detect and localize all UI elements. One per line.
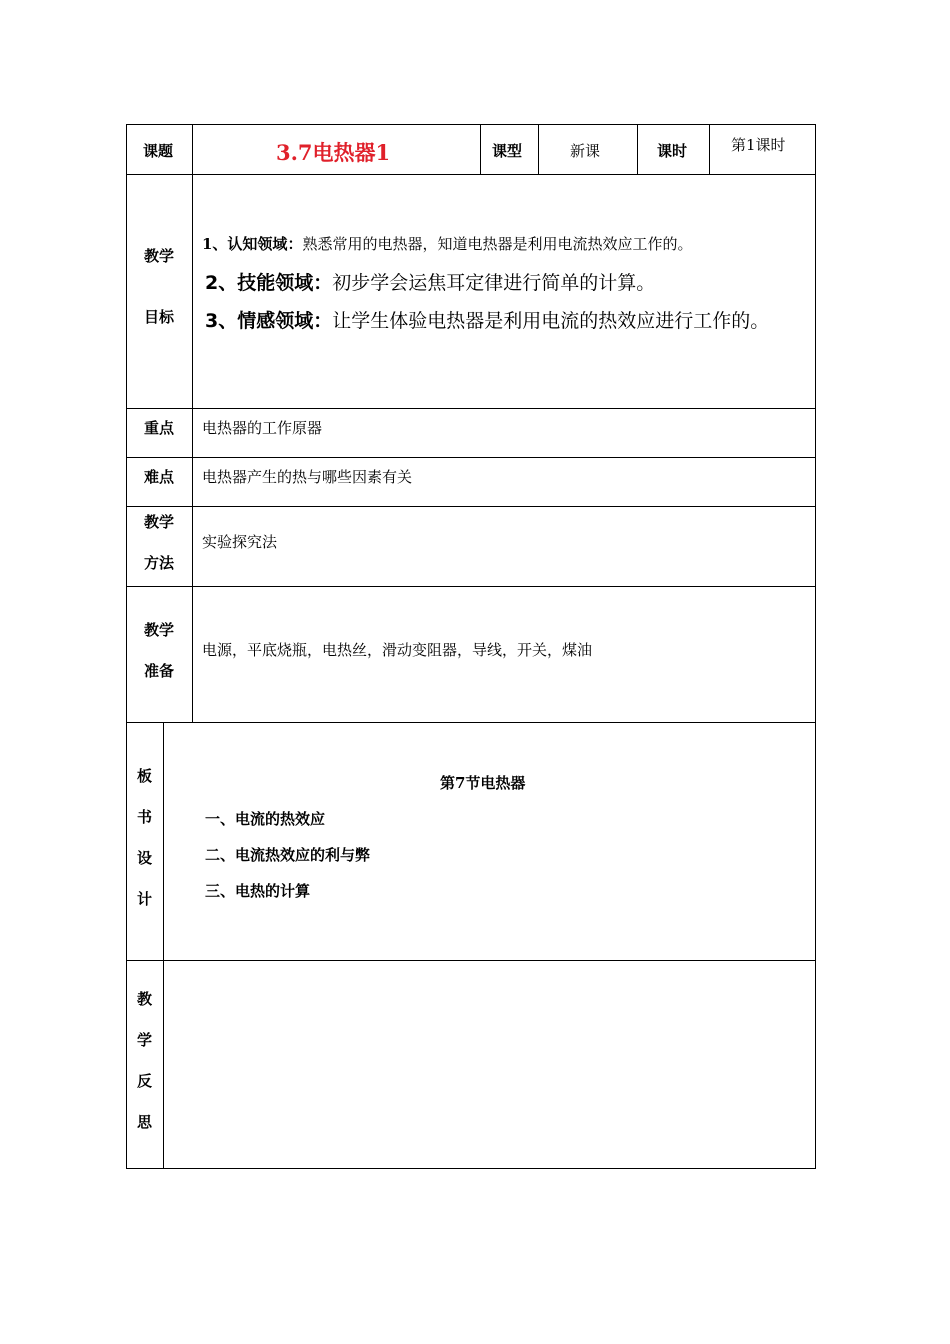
col-divider [163,722,164,1169]
key-point-label: 重点 [144,419,175,437]
lesson-type-label: 课型 [492,142,523,160]
lesson-period-label: 课时 [657,142,688,160]
difficulty-label: 难点 [144,468,175,486]
preparation-text: 电源，平底烧瓶，电热丝，滑动变阻器，导线，开关，煤油 [202,641,593,659]
method-label: 教学 [144,513,175,531]
row-divider [126,722,816,723]
preparation-label: 教学 [144,621,175,639]
row-divider [126,457,816,458]
board-label-char: 设 [137,849,153,867]
lesson-title: 3.7电热器1 [276,140,391,165]
board-item: 三、电热的计算 [205,882,311,900]
topic-label: 课题 [143,142,174,160]
col-divider [538,124,539,174]
lesson-type-value: 新课 [570,142,601,160]
col-divider [192,174,193,722]
objective-3-prefix: 3、情感领域： [205,310,333,332]
objective-3-text: 让学生体验电热器是利用电流的热效应进行工作的。 [332,310,770,332]
col-divider [637,124,638,174]
objective-1-prefix: 1、认知领域： [202,235,303,253]
reflection-label-char: 思 [137,1113,153,1131]
difficulty-text: 电热器产生的热与哪些因素有关 [202,468,413,486]
objective-2-prefix: 2、技能领域： [205,272,333,294]
col-divider [192,124,193,174]
objectives-label: 目标 [144,308,175,326]
board-label-char: 计 [137,890,153,908]
objective-2-text: 初步学会运焦耳定律进行简单的计算。 [332,272,656,294]
reflection-label-char: 学 [137,1031,153,1049]
lesson-period-value: 第1课时 [731,136,786,154]
col-divider [480,124,481,174]
row-divider [126,506,816,507]
preparation-label: 准备 [144,662,175,680]
objective-item-2 [205,268,655,295]
objective-1-text: 熟悉常用的电热器，知道电热器是利用电流热效应工作的。 [302,235,693,253]
method-text: 实验探究法 [202,533,278,551]
board-item: 一、电流的热效应 [205,810,326,828]
objectives-label: 教学 [144,247,175,265]
method-label: 方法 [144,554,175,572]
row-divider [126,408,816,409]
objective-item-3 [205,306,769,333]
board-item: 二、电流热效应的利与弊 [205,846,371,864]
board-heading: 第7节电热器 [440,774,526,792]
reflection-label-char: 反 [137,1072,153,1090]
reflection-label-char: 教 [137,990,153,1008]
row-divider [126,960,816,961]
col-divider [709,124,710,174]
row-divider [126,586,816,587]
board-label-char: 书 [137,808,153,826]
row-divider [126,174,816,175]
key-point-text: 电热器的工作原器 [202,419,323,437]
objective-item-1 [202,233,692,254]
board-label-char: 板 [137,767,153,785]
